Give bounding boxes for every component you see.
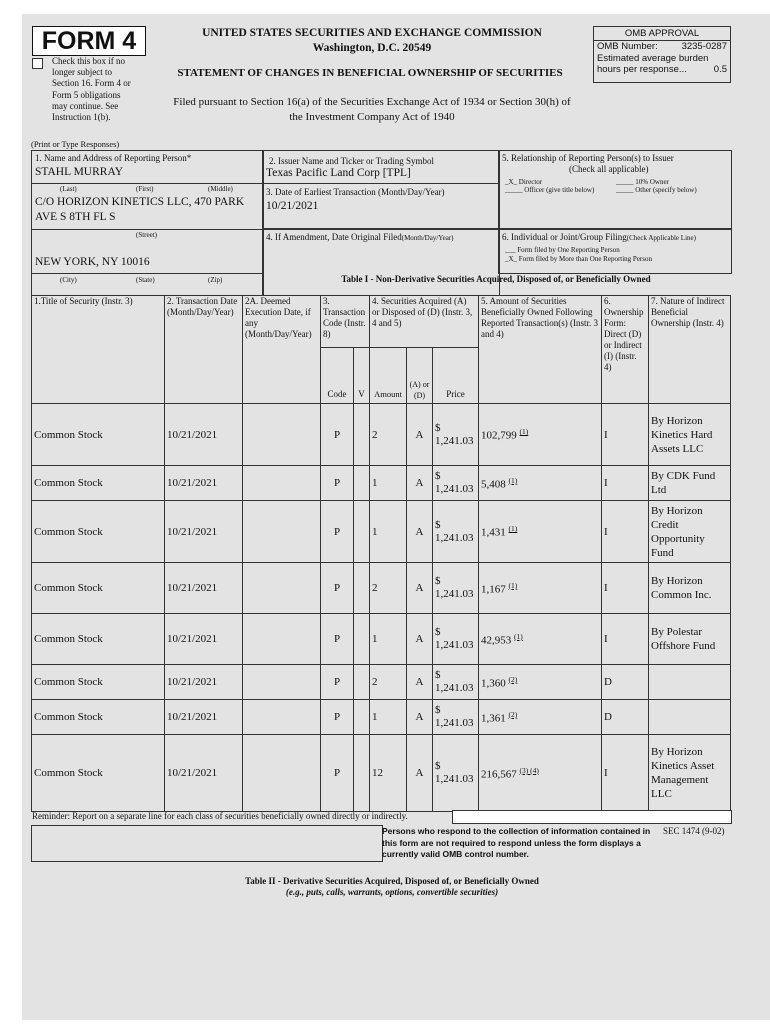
footer-left-box [31,825,383,862]
sub-header-code: Code [321,348,354,404]
reporting-person-box: 1. Name and Address of Reporting Person* STAHL MURRAY (Last) (First) (Middle) C/O HORIZON KINETICS LLC, 470 PARK AVE S 8TH FL S (Street) NEW YORK, NY 10016 (City) (State) (Zip) [31,150,264,296]
reminder-text: Reminder: Report on a separate line for each class of securities beneficially owned directly or indirectly. [32,811,408,821]
cell-title: Common Stock [32,735,165,812]
cell-code: P [321,466,354,501]
issuer-name: Texas Pacific Land Corp [TPL] [266,167,411,179]
col-header-deemed: 2A. Deemed Execution Date, if any (Month/Day/Year) [243,296,321,404]
table-row [32,466,731,501]
cell-title: Common Stock [32,563,165,614]
cell-amount: 2 [370,404,407,466]
cell-deemed [243,700,321,735]
cell-v [354,735,370,812]
cell-code: P [321,665,354,700]
agency-heading: UNITED STATES SECURITIES AND EXCHANGE COMMISSION Washington, D.C. 20549 [202,27,542,54]
cell-code: P [321,404,354,466]
cell-amount: 1 [370,700,407,735]
director-checkbox[interactable]: _X_ Director [505,178,543,186]
cell-owned: 1,431 $^{(1)}$ [479,501,602,563]
table1-title: Table I - Non-Derivative Securities Acquired, Disposed of, or Beneficially Owned [341,274,651,284]
cell-date: 10/21/2021 [165,735,243,812]
reporting-person-address: C/O HORIZON KINETICS LLC, 470 PARK AVE S 8TH FL S [35,196,245,223]
omb-number: 3235-0287 [681,41,727,52]
cell-amount: 1 [370,614,407,665]
cell-a-or-d: A [407,404,433,466]
footnote-link[interactable]: (1) [519,427,529,437]
cell-v [354,563,370,614]
cell-nature: By Horizon Credit Opportunity Fund [649,501,731,563]
cell-deemed [243,404,321,466]
cell-owned: 1,361 $^{(2)}$ [479,700,602,735]
cell-title: Common Stock [32,700,165,735]
cell-deemed [243,665,321,700]
table-row [32,700,731,735]
footnote-link[interactable]: (1) [508,475,518,485]
footnote-link[interactable]: (1) [514,631,523,641]
sec-form-number: SEC 1474 (9-02) [663,826,725,836]
footnote-link[interactable]: (2) [508,674,518,684]
cell-a-or-d: A [407,735,433,812]
cell-price: $ 1,241.03 [433,700,479,735]
footnote-link[interactable]: (3) (4) [519,765,539,775]
cell-owned: 1,167 $^{(1)}$ [479,563,602,614]
footnote-link[interactable]: (1) [508,524,518,534]
cell-price: $ 1,241.03 [433,404,479,466]
cell-date: 10/21/2021 [165,501,243,563]
statement-title: STATEMENT OF CHANGES IN BENEFICIAL OWNERSHIP OF SECURITIES [177,67,563,79]
cell-date: 10/21/2021 [165,700,243,735]
filed-pursuant-text: Filed pursuant to Section 16(a) of the Securities Exchange Act of 1934 or Section 30(h) of the Investment Company Act of 1940 [173,96,571,123]
col-header-nature: 7. Nature of Indirect Beneficial Ownership (Instr. 4) [649,296,731,404]
cell-deemed [243,563,321,614]
cell-owned: 216,567 $^{(3) (4)}$ [479,735,602,812]
table1-non-derivative [31,295,731,812]
cell-deemed [243,501,321,563]
cell-price: $ 1,241.03 [433,501,479,563]
table-row [32,501,731,563]
sub-header-a-or-d: (A) or (D) [407,364,433,404]
officer-checkbox[interactable]: _____ Officer (give title below) [505,186,595,194]
cell-title: Common Stock [32,404,165,466]
cell-ownership-form: I [602,466,649,501]
cell-v [354,700,370,735]
cell-ownership-form: I [602,501,649,563]
cell-ownership-form: I [602,404,649,466]
cell-date: 10/21/2021 [165,665,243,700]
cell-v [354,466,370,501]
reminder-line [452,810,732,824]
footnote-link[interactable]: (2) [508,709,518,719]
cell-owned: 1,360 $^{(2)}$ [479,665,602,700]
multi-person-filing-option[interactable]: _X_ Form filed by More than One Reporting Person [505,255,652,263]
persons-notice: Persons who respond to the collection of information contained in this form are not required to respond unless the form displays a currently valid OMB control number. [382,826,651,859]
cell-amount: 1 [370,466,407,501]
col-header-amount-owned: 5. Amount of Securities Beneficially Owned Following Reported Transaction(s) (Instr. 3 and 4) [479,296,602,404]
table-row [32,404,731,466]
cell-date: 10/21/2021 [165,563,243,614]
cell-a-or-d: A [407,665,433,700]
no-longer-subject-checkbox[interactable] [32,58,43,69]
cell-v [354,404,370,466]
col-header-securities: 4. Securities Acquired (A) or Disposed of (D) (Instr. 3, 4 and 5) [370,296,479,348]
cell-owned: 102,799 $^{(1)}$ [479,404,602,466]
table1-body [32,404,731,812]
col-header-ownership-form: 6. Ownership Form: Direct (D) or Indirect (I) (Instr. 4) [602,296,649,404]
cell-nature [649,665,731,700]
cell-ownership-form: I [602,735,649,812]
cell-nature [649,700,731,735]
cell-a-or-d: A [407,700,433,735]
cell-a-or-d: A [407,614,433,665]
cell-amount: 2 [370,563,407,614]
cell-ownership-form: D [602,700,649,735]
cell-ownership-form: D [602,665,649,700]
cell-a-or-d: A [407,563,433,614]
reporting-person-name: STAHL MURRAY [35,166,124,178]
cell-v [354,665,370,700]
table-row [32,614,731,665]
single-person-filing-option[interactable]: ___ Form filed by One Reporting Person [505,246,620,254]
cell-price: $ 1,241.03 [433,735,479,812]
cell-deemed [243,466,321,501]
omb-title: OMB APPROVAL [594,27,730,41]
cell-v [354,614,370,665]
table-row [32,665,731,700]
col-header-date: 2. Transaction Date (Month/Day/Year) [165,296,243,404]
cell-amount: 2 [370,665,407,700]
cell-price: $ 1,241.03 [433,466,479,501]
cell-code: P [321,700,354,735]
earliest-transaction-date: 10/21/2021 [266,200,319,212]
cell-price: $ 1,241.03 [433,614,479,665]
filing-type-box: 6. Individual or Joint/Group Filing(Check Applicable Line) ___ Form filed by One Reporting Person _X_ Form filed by More than One Reporting Person [498,228,732,274]
cell-date: 10/21/2021 [165,404,243,466]
table-row [32,735,731,812]
cell-deemed [243,614,321,665]
reporting-person-city: NEW YORK, NY 10016 [35,256,150,268]
sub-header-price: Price [433,348,479,404]
cell-code: P [321,614,354,665]
cell-v [354,501,370,563]
issuer-box: 2. Issuer Name and Ticker or Trading Symbol Texas Pacific Land Corp [TPL] 3. Date of Earliest Transaction (Month/Day/Year) 10/21/2021 [262,150,500,230]
cell-owned: 42,953 $^{(1)}$ [479,614,602,665]
ten-percent-owner-checkbox[interactable]: _____ 10% Owner [616,178,669,186]
table2-title: Table II - Derivative Securities Acquired, Disposed of, or Beneficially Owned (e.g., puts, calls, warrants, options, convertible securities) [245,876,539,897]
relationship-box: 5. Relationship of Reporting Person(s) to Issuer (Check all applicable) _X_ Director _____ 10% Owner _____ Officer (give title below) _____ Other (specify below) [498,150,732,230]
cell-a-or-d: A [407,466,433,501]
table-row [32,563,731,614]
cell-price: $ 1,241.03 [433,563,479,614]
cell-code: P [321,563,354,614]
cell-amount: 12 [370,735,407,812]
cell-title: Common Stock [32,466,165,501]
cell-nature: By Horizon Common Inc. [649,563,731,614]
col-header-code: 3. Transaction Code (Instr. 8) [321,296,370,348]
cell-title: Common Stock [32,665,165,700]
cell-nature: By CDK Fund Ltd [649,466,731,501]
cell-code: P [321,501,354,563]
cell-owned: 5,408 $^{(1)}$ [479,466,602,501]
cell-deemed [243,735,321,812]
cell-date: 10/21/2021 [165,614,243,665]
cell-title: Common Stock [32,614,165,665]
cell-nature: By Horizon Kinetics Hard Assets LLC [649,404,731,466]
cell-code: P [321,735,354,812]
cell-ownership-form: I [602,563,649,614]
cell-a-or-d: A [407,501,433,563]
form-title: FORM 4 [32,26,146,56]
form-sheet [22,14,770,1020]
sub-header-amount: Amount [370,348,407,404]
checkbox-instructions: Check this box if no longer subject to Section 16. Form 4 or Form 5 obligations may continue. See Instruction 1(b). [52,56,131,123]
footnote-link[interactable]: (1) [508,580,518,590]
amendment-box: 4. If Amendment, Date Original Filed(Month/Day/Year) [262,228,500,296]
cell-price: $ 1,241.03 [433,665,479,700]
other-checkbox[interactable]: _____ Other (specify below) [616,186,697,194]
cell-title: Common Stock [32,501,165,563]
sub-header-v: V [354,348,370,404]
omb-approval-box: OMB APPROVAL OMB Number: 3235-0287 Estimated average burden hours per response... 0.5 [593,26,731,83]
cell-amount: 1 [370,501,407,563]
print-note: (Print or Type Responses) [31,139,120,149]
cell-nature: By Horizon Kinetics Asset Management LLC [649,735,731,812]
cell-ownership-form: I [602,614,649,665]
col-header-title: 1.Title of Security (Instr. 3) [32,296,165,404]
cell-date: 10/21/2021 [165,466,243,501]
cell-nature: By Polestar Offshore Fund [649,614,731,665]
